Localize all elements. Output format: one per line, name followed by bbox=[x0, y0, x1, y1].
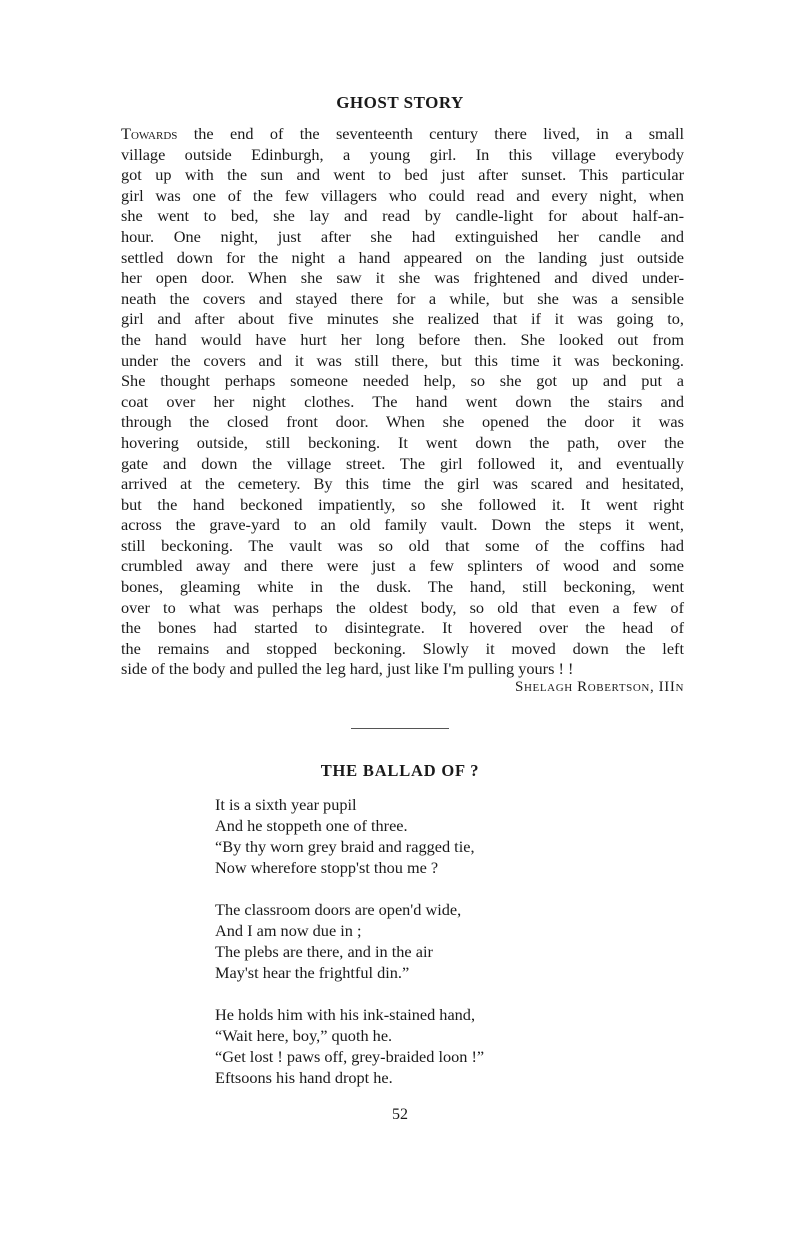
story-title: GHOST STORY bbox=[336, 93, 464, 112]
story-line: her open door. When she saw it she was frightened and dived under- bbox=[121, 268, 684, 288]
story-line: but the hand beckoned impatiently, so she followed it. It went right bbox=[121, 494, 684, 514]
story-line: bones, gleaming white in the dusk. The hand, still beckoning, went bbox=[121, 577, 684, 597]
poem-line: “By thy worn grey braid and ragged tie, bbox=[215, 837, 475, 856]
story-line: village outside Edinburgh, a young girl. In this village everybody bbox=[121, 144, 684, 164]
story-line: settled down for the night a hand appeared on the landing just outside bbox=[121, 247, 684, 267]
story-line: gate and down the village street. The girl followed it, and eventually bbox=[121, 453, 684, 473]
poem-stanza bbox=[215, 794, 484, 878]
story-line: She thought perhaps someone needed help, so she got up and put a bbox=[121, 371, 684, 391]
story-line: hour. One night, just after she had extinguished her candle and bbox=[121, 226, 684, 246]
story-line: arrived at the cemetery. By this time the girl was scared and hesitated, bbox=[121, 474, 684, 494]
section-divider bbox=[351, 728, 449, 729]
poem-line: “Wait here, boy,” quoth he. bbox=[215, 1026, 393, 1045]
poem-line: And I am now due in ; bbox=[215, 921, 362, 940]
story-line bbox=[121, 124, 684, 145]
page-number: 52 bbox=[392, 1106, 408, 1123]
poem-line: May'st hear the frightful din.” bbox=[215, 963, 410, 982]
poem-line: “Get lost ! paws off, grey-braided loon !” bbox=[215, 1047, 485, 1066]
poem-stanza bbox=[215, 1004, 484, 1088]
poem-stanza bbox=[215, 899, 484, 983]
story-line: neath the covers and stayed there for a while, but she was a sensible bbox=[121, 288, 684, 308]
poem-line: It is a sixth year pupil bbox=[215, 795, 357, 814]
story-line: under the covers and it was still there, but this time it was beckoning. bbox=[121, 350, 684, 370]
story-body bbox=[121, 124, 684, 680]
ballad-title: THE BALLAD OF ? bbox=[320, 761, 480, 780]
poem-line: Eftsoons his hand dropt he. bbox=[215, 1068, 393, 1087]
story-first-line-rest: the end of the seventeenth century there lived, in a small bbox=[177, 124, 684, 143]
ballad-poem bbox=[215, 794, 484, 1109]
story-line: she went to bed, she lay and read by candle-light for about half-an- bbox=[121, 206, 684, 226]
story-line: the hand would have hurt her long before then. She looked out from bbox=[121, 329, 684, 349]
story-line: hovering outside, still beckoning. It went down the path, over the bbox=[121, 432, 684, 452]
poem-line: He holds him with his ink-stained hand, bbox=[215, 1005, 476, 1024]
story-line: girl and after about five minutes she realized that if it was going to, bbox=[121, 309, 684, 329]
poem-line: The plebs are there, and in the air bbox=[215, 942, 433, 961]
poem-line: Now wherefore stopp'st thou me ? bbox=[215, 858, 439, 877]
story-line: the remains and stopped beckoning. Slowly it moved down the left bbox=[121, 638, 684, 658]
story-line: side of the body and pulled the leg hard, just like I'm pulling yours ! ! bbox=[121, 659, 574, 679]
story-line: the bones had started to disintegrate. It hovered over the head of bbox=[121, 618, 684, 638]
poem-line: The classroom doors are open'd wide, bbox=[215, 900, 462, 919]
story-line: girl was one of the few villagers who could read and every night, when bbox=[121, 185, 684, 205]
story-line: over to what was perhaps the oldest body, so old that even a few of bbox=[121, 597, 684, 617]
story-line: coat over her night clothes. The hand went down the stairs and bbox=[121, 391, 684, 411]
story-line: across the grave-yard to an old family vault. Down the steps it went, bbox=[121, 515, 684, 535]
story-line: still beckoning. The vault was so old that some of the coffins had bbox=[121, 535, 684, 555]
story-opening-word: Towards bbox=[121, 124, 178, 143]
poem-line: And he stoppeth one of three. bbox=[215, 816, 408, 835]
story-attribution: Shelagh Robertson, IIIn bbox=[515, 679, 684, 695]
story-line: through the closed front door. When she opened the door it was bbox=[121, 412, 684, 432]
story-line: crumbled away and there were just a few splinters of wood and some bbox=[121, 556, 684, 576]
story-line: got up with the sun and went to bed just after sunset. This particular bbox=[121, 165, 684, 185]
